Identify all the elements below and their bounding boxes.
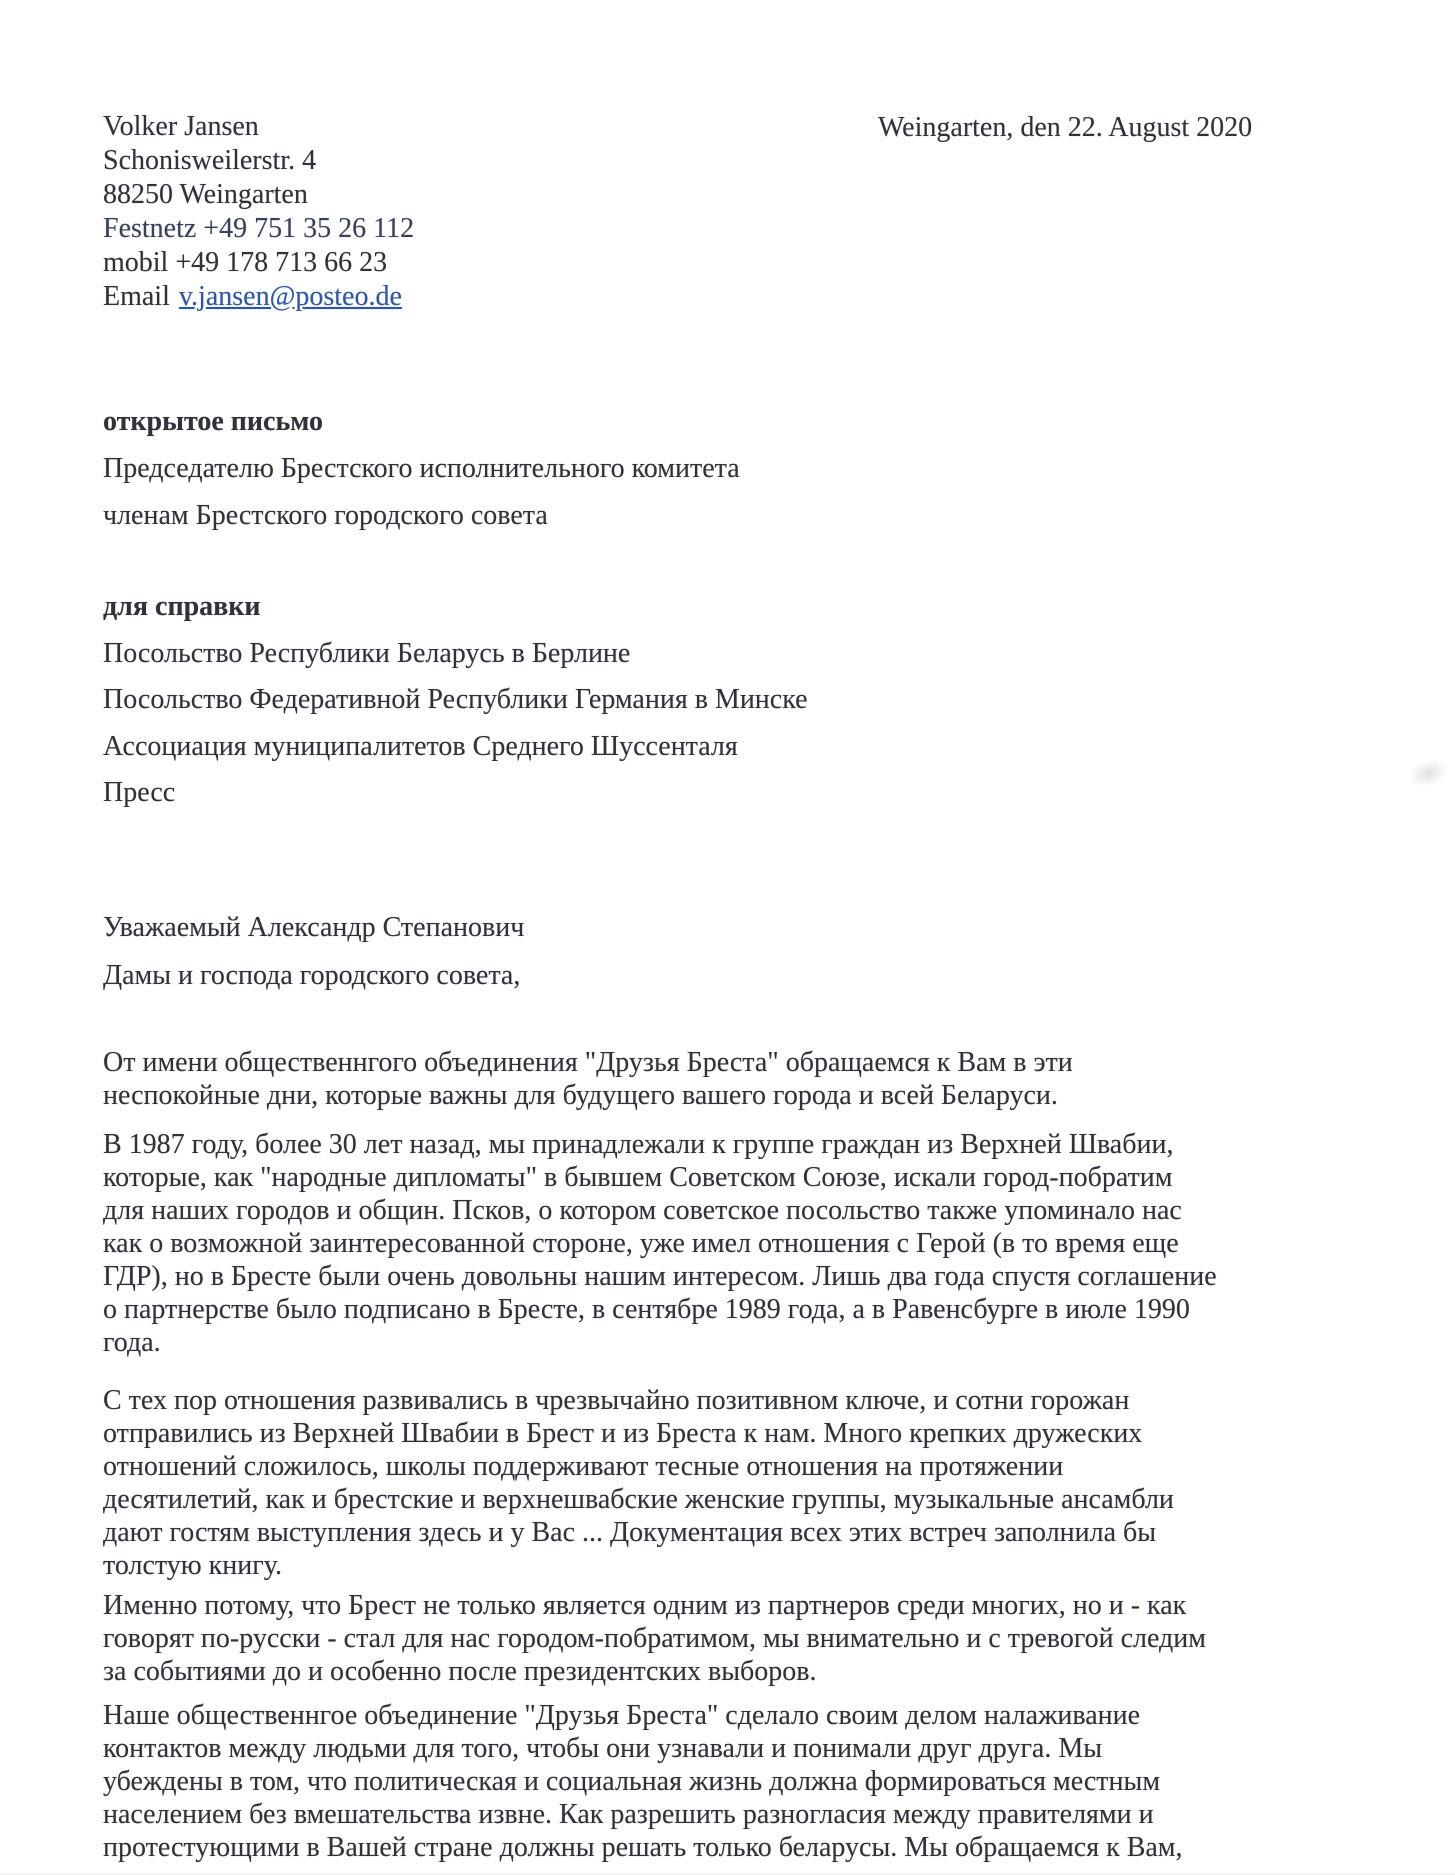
body-paragraph <box>103 1384 1174 1582</box>
reference-heading: для справки <box>103 591 261 622</box>
salutation-block <box>103 904 524 1000</box>
paragraph-line: населением без вмешательства извне. Как разрешить разногласия между правителями и <box>103 1799 1154 1830</box>
paragraph-line: года. <box>103 1327 161 1358</box>
paragraph-line: неспокойные дни, которые важны для будущего вашего города и всей Беларуси. <box>103 1080 1058 1111</box>
reference-item: Ассоциация муниципалитетов Среднего Шуссенталя <box>103 730 738 762</box>
subject-recipients-block <box>103 398 740 539</box>
reference-block <box>103 584 808 817</box>
recipient-line: членам Брестского городского совета <box>103 500 548 531</box>
paragraph-line: говорят по-русски - стал для нас городом-побратимом, мы внимательно и с тревогой следим <box>103 1623 1206 1654</box>
paragraph-line: В 1987 году, более 30 лет назад, мы принадлежали к группе граждан из Верхней Швабии, <box>103 1129 1174 1160</box>
scan-smudge-artifact <box>1405 754 1453 793</box>
reference-item: Посольство Республики Беларусь в Берлине <box>103 637 631 669</box>
paragraph-line: десятилетий, как и брестские и верхнешвабские женские группы, музыкальные ансамбли <box>103 1484 1174 1515</box>
paragraph-line: протестующими в Вашей стране должны решать только беларусы. Мы обращаемся к Вам, <box>103 1832 1183 1863</box>
sender-street: Schonisweilerstr. 4 <box>103 145 317 176</box>
paragraph-line: ГДР), но в Бресте были очень довольны нашим интересом. Лишь два года спустя соглашение <box>103 1261 1217 1292</box>
body-paragraph <box>103 1699 1183 1864</box>
paragraph-line: дают гостям выступления здесь и у Вас ... Документация всех этих встреч заполнила бы <box>103 1517 1157 1548</box>
paragraph-line: за событиями до и особенно после президентских выборов. <box>103 1656 817 1687</box>
paragraph-line: Именно потому, что Брест не только является одним из партнеров среди многих, но и - как <box>103 1590 1187 1621</box>
subject-heading: открытое письмо <box>103 406 323 437</box>
paragraph-line: С тех пор отношения развивались в чрезвычайно позитивном ключе, и сотни горожан <box>103 1385 1130 1416</box>
reference-item: Посольство Федеративной Республики Германия в Минске <box>103 684 808 715</box>
email-label: Email <box>103 281 170 312</box>
salutation-line: Уважаемый Александр Степанович <box>103 912 525 943</box>
body-paragraph <box>103 1046 1073 1112</box>
paragraph-line: отношений сложилось, школы поддерживают тесные отношения на протяжении <box>103 1451 1064 1482</box>
salutation-line: Дамы и господа городского совета, <box>103 960 521 991</box>
sender-address-block <box>103 110 414 314</box>
place-date-line: Weingarten, den 22. August 2020 <box>878 112 1253 143</box>
paragraph-line: Наше общественнгое объединение "Друзья Бреста" сделало своим делом налаживание <box>103 1700 1141 1731</box>
body-paragraph <box>103 1589 1206 1688</box>
sender-email-line <box>103 280 414 314</box>
sender-landline: Festnetz +49 751 35 26 112 <box>103 213 415 244</box>
paragraph-line: убеждены в том, что политическая и социальная жизнь должна формироваться местным <box>103 1766 1161 1797</box>
paragraph-line: как о возможной заинтересованной стороне, уже имел отношения с Герой (в то время еще <box>103 1228 1179 1259</box>
paragraph-line: отправились из Верхней Швабии в Брест и из Бреста к нам. Много крепких дружеских <box>103 1418 1143 1449</box>
email-link[interactable]: v.jansen@posteo.de <box>178 281 402 312</box>
sender-mobile: mobil +49 178 713 66 23 <box>103 247 388 278</box>
paragraph-line: о партнерстве было подписано в Бресте, в сентябре 1989 года, а в Равенсбурге в июле 1990 <box>103 1294 1190 1325</box>
sender-city: 88250 Weingarten <box>103 179 308 210</box>
paragraph-line: которые, как "народные дипломаты" в бывшем Советском Союзе, искали город-побратим <box>103 1162 1173 1193</box>
paragraph-line: контактов между людьми для того, чтобы они узнавали и понимали друг друга. Мы <box>103 1733 1103 1764</box>
recipient-line: Председателю Брестского исполнительного комитета <box>103 453 740 484</box>
paragraph-line: толстую книгу. <box>103 1550 282 1581</box>
sender-name: Volker Jansen <box>103 111 259 142</box>
paragraph-line: для наших городов и общин. Псков, о котором советское посольство также упоминало нас <box>103 1195 1182 1226</box>
reference-item: Пресс <box>103 777 176 808</box>
paragraph-line: От имени общественнгого объединения "Друзья Бреста" обращаемся к Вам в эти <box>103 1047 1073 1078</box>
body-paragraph <box>103 1128 1217 1359</box>
